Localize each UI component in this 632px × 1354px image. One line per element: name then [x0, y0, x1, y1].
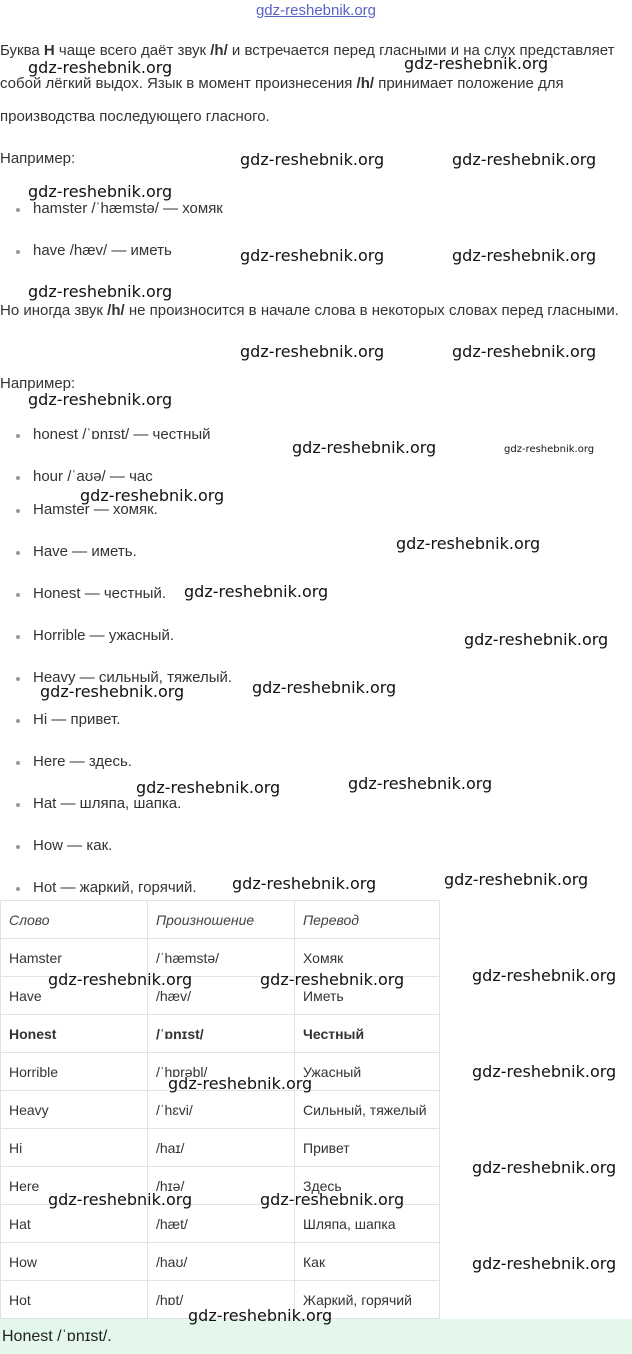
cell-pronunciation: /hæv/ [148, 977, 295, 1015]
watermark: gdz-reshebnik.org [232, 874, 377, 893]
cell-pronunciation: /haɪ/ [148, 1129, 295, 1167]
watermark: gdz-reshebnik.org [452, 342, 597, 361]
watermark: gdz-reshebnik.org [136, 778, 281, 797]
intro-paragraph: Буква H чаще всего даёт звук /h/ и встречается перед гласными и на слух представляет собой лёгкий выдох. Язык в момент произнесения /h/ принимает положение для производства последующего гласного. [0, 42, 615, 125]
watermark: gdz-reshebnik.org [260, 970, 405, 989]
watermark: gdz-reshebnik.org [452, 246, 597, 265]
watermark: gdz-reshebnik.org [472, 1254, 617, 1273]
watermark: gdz-reshebnik.org [396, 534, 541, 553]
list-item: have /hæv/ — иметь [0, 241, 223, 283]
list-item: hamster /ˈhæmstə/ — хомяк [0, 199, 223, 241]
cell-pronunciation: /ˈhɒrəbl/ [148, 1053, 295, 1091]
watermark: gdz-reshebnik.org [472, 1158, 617, 1177]
watermark: gdz-reshebnik.org [168, 1074, 313, 1093]
list-item: Here — здесь. [0, 752, 232, 794]
silent-h-paragraph: Но иногда звук /h/ не произносится в начале слова в некоторых словах перед гласными. [0, 302, 619, 319]
watermark: gdz-reshebnik.org [504, 444, 595, 455]
list-item: hour /ˈaʊə/ — час [0, 467, 211, 501]
watermark: gdz-reshebnik.org [184, 582, 329, 601]
table-header: Произношение [148, 901, 295, 939]
cell-word: Heavy [1, 1091, 148, 1129]
watermark: gdz-reshebnik.org [240, 246, 385, 265]
watermark: gdz-reshebnik.org [292, 438, 437, 457]
translation-list [0, 500, 232, 920]
watermark: gdz-reshebnik.org [28, 390, 173, 409]
list-item: Honest — честный. [0, 584, 232, 626]
watermark: gdz-reshebnik.org [240, 342, 385, 361]
cell-translation: Как [295, 1243, 440, 1281]
cell-pronunciation: /haʊ/ [148, 1243, 295, 1281]
cell-pronunciation: /hɒt/ [148, 1281, 295, 1319]
watermark: gdz-reshebnik.org [28, 58, 173, 77]
cell-word: Here [1, 1167, 148, 1205]
watermark: gdz-reshebnik.org [80, 486, 225, 505]
list-item: Have — иметь. [0, 542, 232, 584]
cell-pronunciation: /hɪə/ [148, 1167, 295, 1205]
cell-word: Horrible [1, 1053, 148, 1091]
list-item: How — как. [0, 836, 232, 878]
cell-pronunciation: /hæt/ [148, 1205, 295, 1243]
cell-pronunciation: /ˈhæmstə/ [148, 939, 295, 977]
cell-translation: Шляпа, шапка [295, 1205, 440, 1243]
watermark: gdz-reshebnik.org [464, 630, 609, 649]
watermark: gdz-reshebnik.org [48, 970, 193, 989]
watermark: gdz-reshebnik.org [348, 774, 493, 793]
cell-translation: Здесь [295, 1167, 440, 1205]
list-item: Heavy — сильный, тяжелый. [0, 668, 232, 710]
cell-word: Hi [1, 1129, 148, 1167]
cell-word: Hamster [1, 939, 148, 977]
cell-word: Hot [1, 1281, 148, 1319]
example-label: Например: [0, 375, 76, 392]
watermark: gdz-reshebnik.org [452, 150, 597, 169]
table-header-row [1, 901, 440, 939]
cell-word: Honest [1, 1015, 148, 1053]
watermark: gdz-reshebnik.org [260, 1190, 405, 1209]
table-row [1, 1091, 440, 1129]
watermark: gdz-reshebnik.org [28, 282, 173, 301]
cell-translation: Честный [295, 1015, 440, 1053]
cell-translation: Ужасный [295, 1053, 440, 1091]
watermark: gdz-reshebnik.org [252, 678, 397, 697]
answer-bar: Honest /ˈɒnɪst/. [0, 1319, 632, 1354]
list-item: Horrible — ужасный. [0, 626, 232, 668]
cell-translation: Жаркий, горячий [295, 1281, 440, 1319]
watermark: gdz-reshebnik.org [48, 1190, 193, 1209]
cell-word: How [1, 1243, 148, 1281]
list-item: Hot — жаркий, горячий. [0, 878, 232, 920]
watermark: gdz-reshebnik.org [472, 1062, 617, 1081]
list-item: Hamster — хомяк. [0, 500, 232, 542]
cell-pronunciation: /ˈɒnɪst/ [148, 1015, 295, 1053]
list-item: honest /ˈɒnɪst/ — честный [0, 425, 211, 467]
watermark: gdz-reshebnik.org [188, 1306, 333, 1325]
table-row [1, 1205, 440, 1243]
watermark: gdz-reshebnik.org [472, 966, 617, 985]
cell-pronunciation: /ˈhɛvi/ [148, 1091, 295, 1129]
cell-translation: Сильный, тяжелый [295, 1091, 440, 1129]
watermark: gdz-reshebnik.org [404, 54, 549, 73]
watermark: gdz-reshebnik.org [240, 150, 385, 169]
table-header: Перевод [295, 901, 440, 939]
watermark: gdz-reshebnik.org [444, 870, 589, 889]
cell-translation: Хомяк [295, 939, 440, 977]
cell-translation: Привет [295, 1129, 440, 1167]
list-item: Hi — привет. [0, 710, 232, 752]
table-row-highlighted [1, 1015, 440, 1053]
table-row [1, 1243, 440, 1281]
words-table [0, 900, 440, 1319]
pronounced-list [0, 199, 223, 283]
site-link[interactable]: gdz-reshebnik.org [255, 2, 377, 19]
table-header: Слово [1, 901, 148, 939]
table-row [1, 1129, 440, 1167]
cell-word: Hat [1, 1205, 148, 1243]
example-label: Например: [0, 150, 76, 167]
watermark: gdz-reshebnik.org [28, 182, 173, 201]
watermark: gdz-reshebnik.org [40, 682, 185, 701]
cell-translation: Иметь [295, 977, 440, 1015]
list-item: Hat — шляпа, шапка. [0, 794, 232, 836]
cell-word: Have [1, 977, 148, 1015]
